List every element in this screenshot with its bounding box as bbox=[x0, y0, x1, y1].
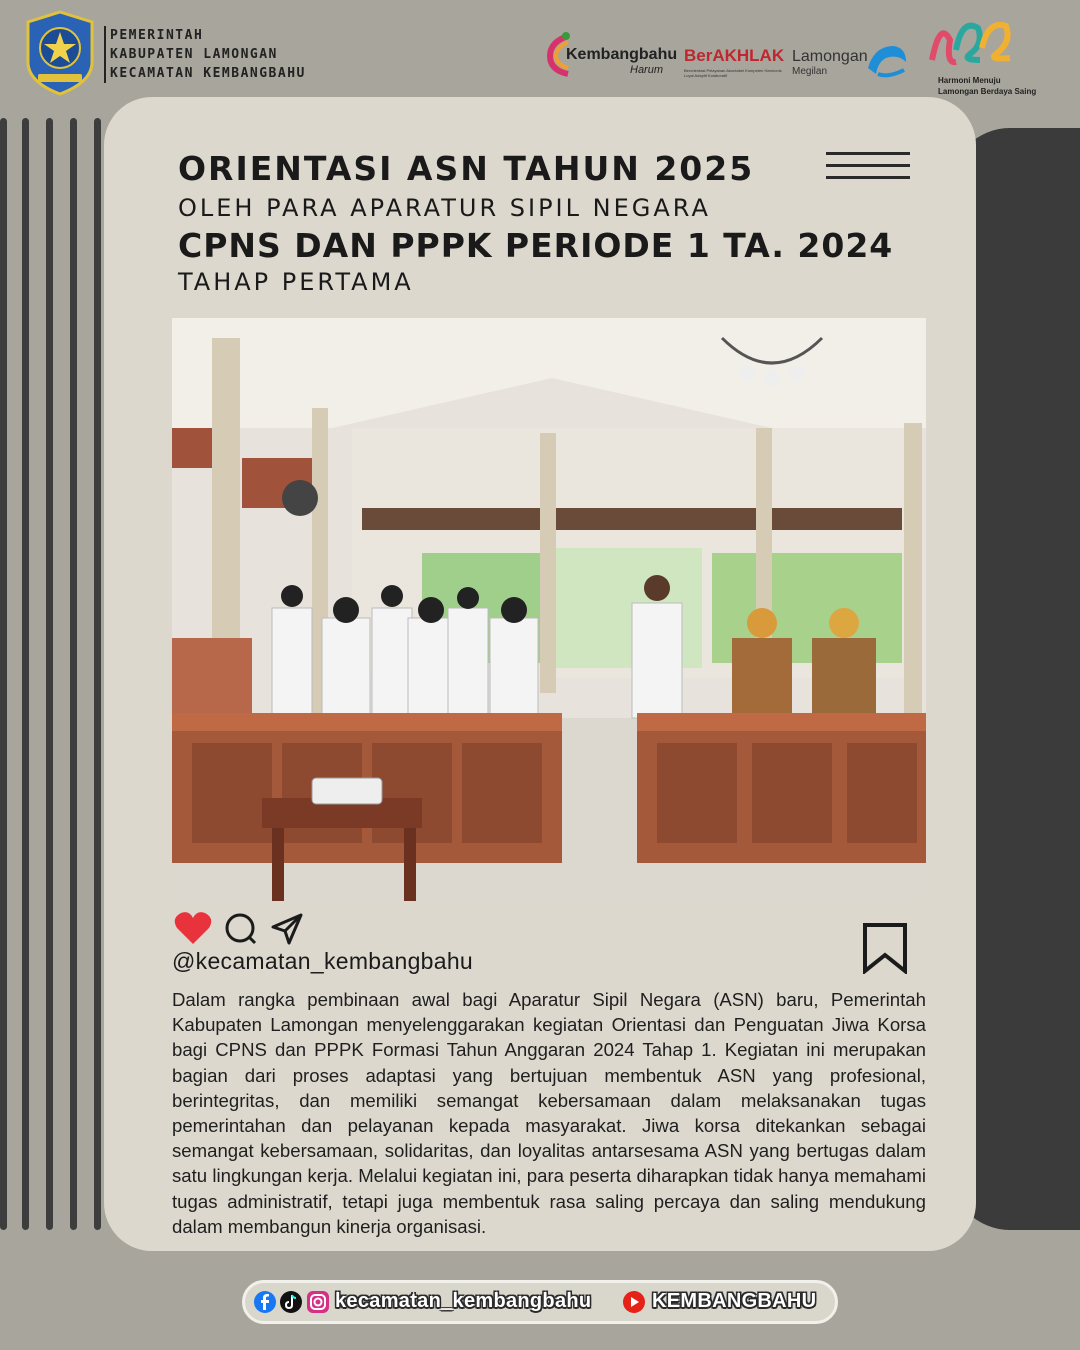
headline: ORIENTASI ASN TAHUN 2025 bbox=[178, 149, 755, 188]
kembangbahu-logo-sub: Harum bbox=[630, 64, 664, 76]
instagram-icon[interactable] bbox=[306, 1290, 330, 1314]
left-stripe bbox=[0, 118, 7, 1230]
bookmark-icon[interactable] bbox=[862, 922, 908, 974]
anniversary-tagline: Lamongan Berdaya Saing bbox=[938, 87, 1037, 96]
lamongan-logo-sub: Megilan bbox=[792, 66, 828, 77]
brand-logos bbox=[546, 10, 1066, 100]
government-header bbox=[104, 26, 306, 83]
comment-icon[interactable] bbox=[224, 912, 258, 946]
subheadline-secondary: TAHAP PERTAMA bbox=[178, 268, 414, 296]
post-caption: Dalam rangka pembinaan awal bagi Aparatur Sipil Negara (ASN) baru, Pemerintah Kabupaten Lamongan menyelenggarakan kegiatan Orientasi dan Penguatan Jiwa Korsa bagi CPNS dan PPPK Formasi Tahun Anggaran 2024 Tahap 1. Kegiatan ini merupakan bagian dari proses adaptasi yang bertujuan membentuk ASN yang profesional, berintegritas, dan memiliki semangat kebersamaan dalam melaksanakan tugas pemerintahan dan pelayanan kepada masyarakat. Jiwa korsa ditekankan sebagai semangat kebersamaan, solidaritas, dan loyalitas antarsesama ASN yang bertugas dalam satu lingkungan kerja. Melalui kegiatan ini, para peserta diharapkan tidak hanya memahami tugas administratif, tetapi juga membentuk rasa saling percaya dan saling mendukung dalam membangun kinerja organisasi. bbox=[172, 989, 926, 1237]
menu-icon bbox=[826, 152, 910, 180]
youtube-icon[interactable] bbox=[622, 1290, 648, 1314]
left-stripe bbox=[22, 118, 29, 1230]
lamongan-emblem-icon bbox=[24, 10, 96, 96]
event-photo bbox=[172, 318, 926, 901]
gov-line: KECAMATAN KEMBANGBAHU bbox=[110, 66, 306, 81]
lamongan-logo: Lamongan bbox=[792, 48, 868, 65]
share-icon[interactable] bbox=[270, 912, 304, 946]
left-stripe bbox=[94, 118, 101, 1230]
dolphin-icon bbox=[864, 38, 910, 82]
footer-youtube[interactable]: KEMBANGBAHU bbox=[652, 1290, 817, 1312]
tiktok-icon[interactable] bbox=[279, 1290, 303, 1314]
left-stripe bbox=[70, 118, 77, 1230]
headline-secondary: CPNS DAN PPPK PERIODE 1 TA. 2024 bbox=[178, 226, 894, 265]
berakhlak-logo: BerAKHLAK bbox=[684, 46, 785, 65]
anniversary-tagline: Harmoni Menuju bbox=[938, 76, 1001, 85]
gov-line: KABUPATEN LAMONGAN bbox=[110, 47, 278, 62]
facebook-icon[interactable] bbox=[253, 1290, 277, 1314]
anniversary-logo-icon bbox=[926, 10, 1016, 74]
left-stripe bbox=[46, 118, 53, 1230]
gov-line: PEMERINTAH bbox=[110, 28, 204, 43]
heart-icon[interactable] bbox=[173, 910, 213, 946]
footer-account[interactable]: kecamatan_kembangbahu bbox=[335, 1290, 592, 1312]
account-handle[interactable]: @kecamatan_kembangbahu bbox=[172, 948, 474, 974]
kembangbahu-logo: Kembangbahu bbox=[566, 46, 678, 63]
subheadline: OLEH PARA APARATUR SIPIL NEGARA bbox=[178, 194, 711, 222]
berakhlak-logo-sub: Berorientasi Pelayanan Akuntabel Kompeten Harmonis Loyal Adaptif Kolaboratif bbox=[684, 68, 782, 78]
